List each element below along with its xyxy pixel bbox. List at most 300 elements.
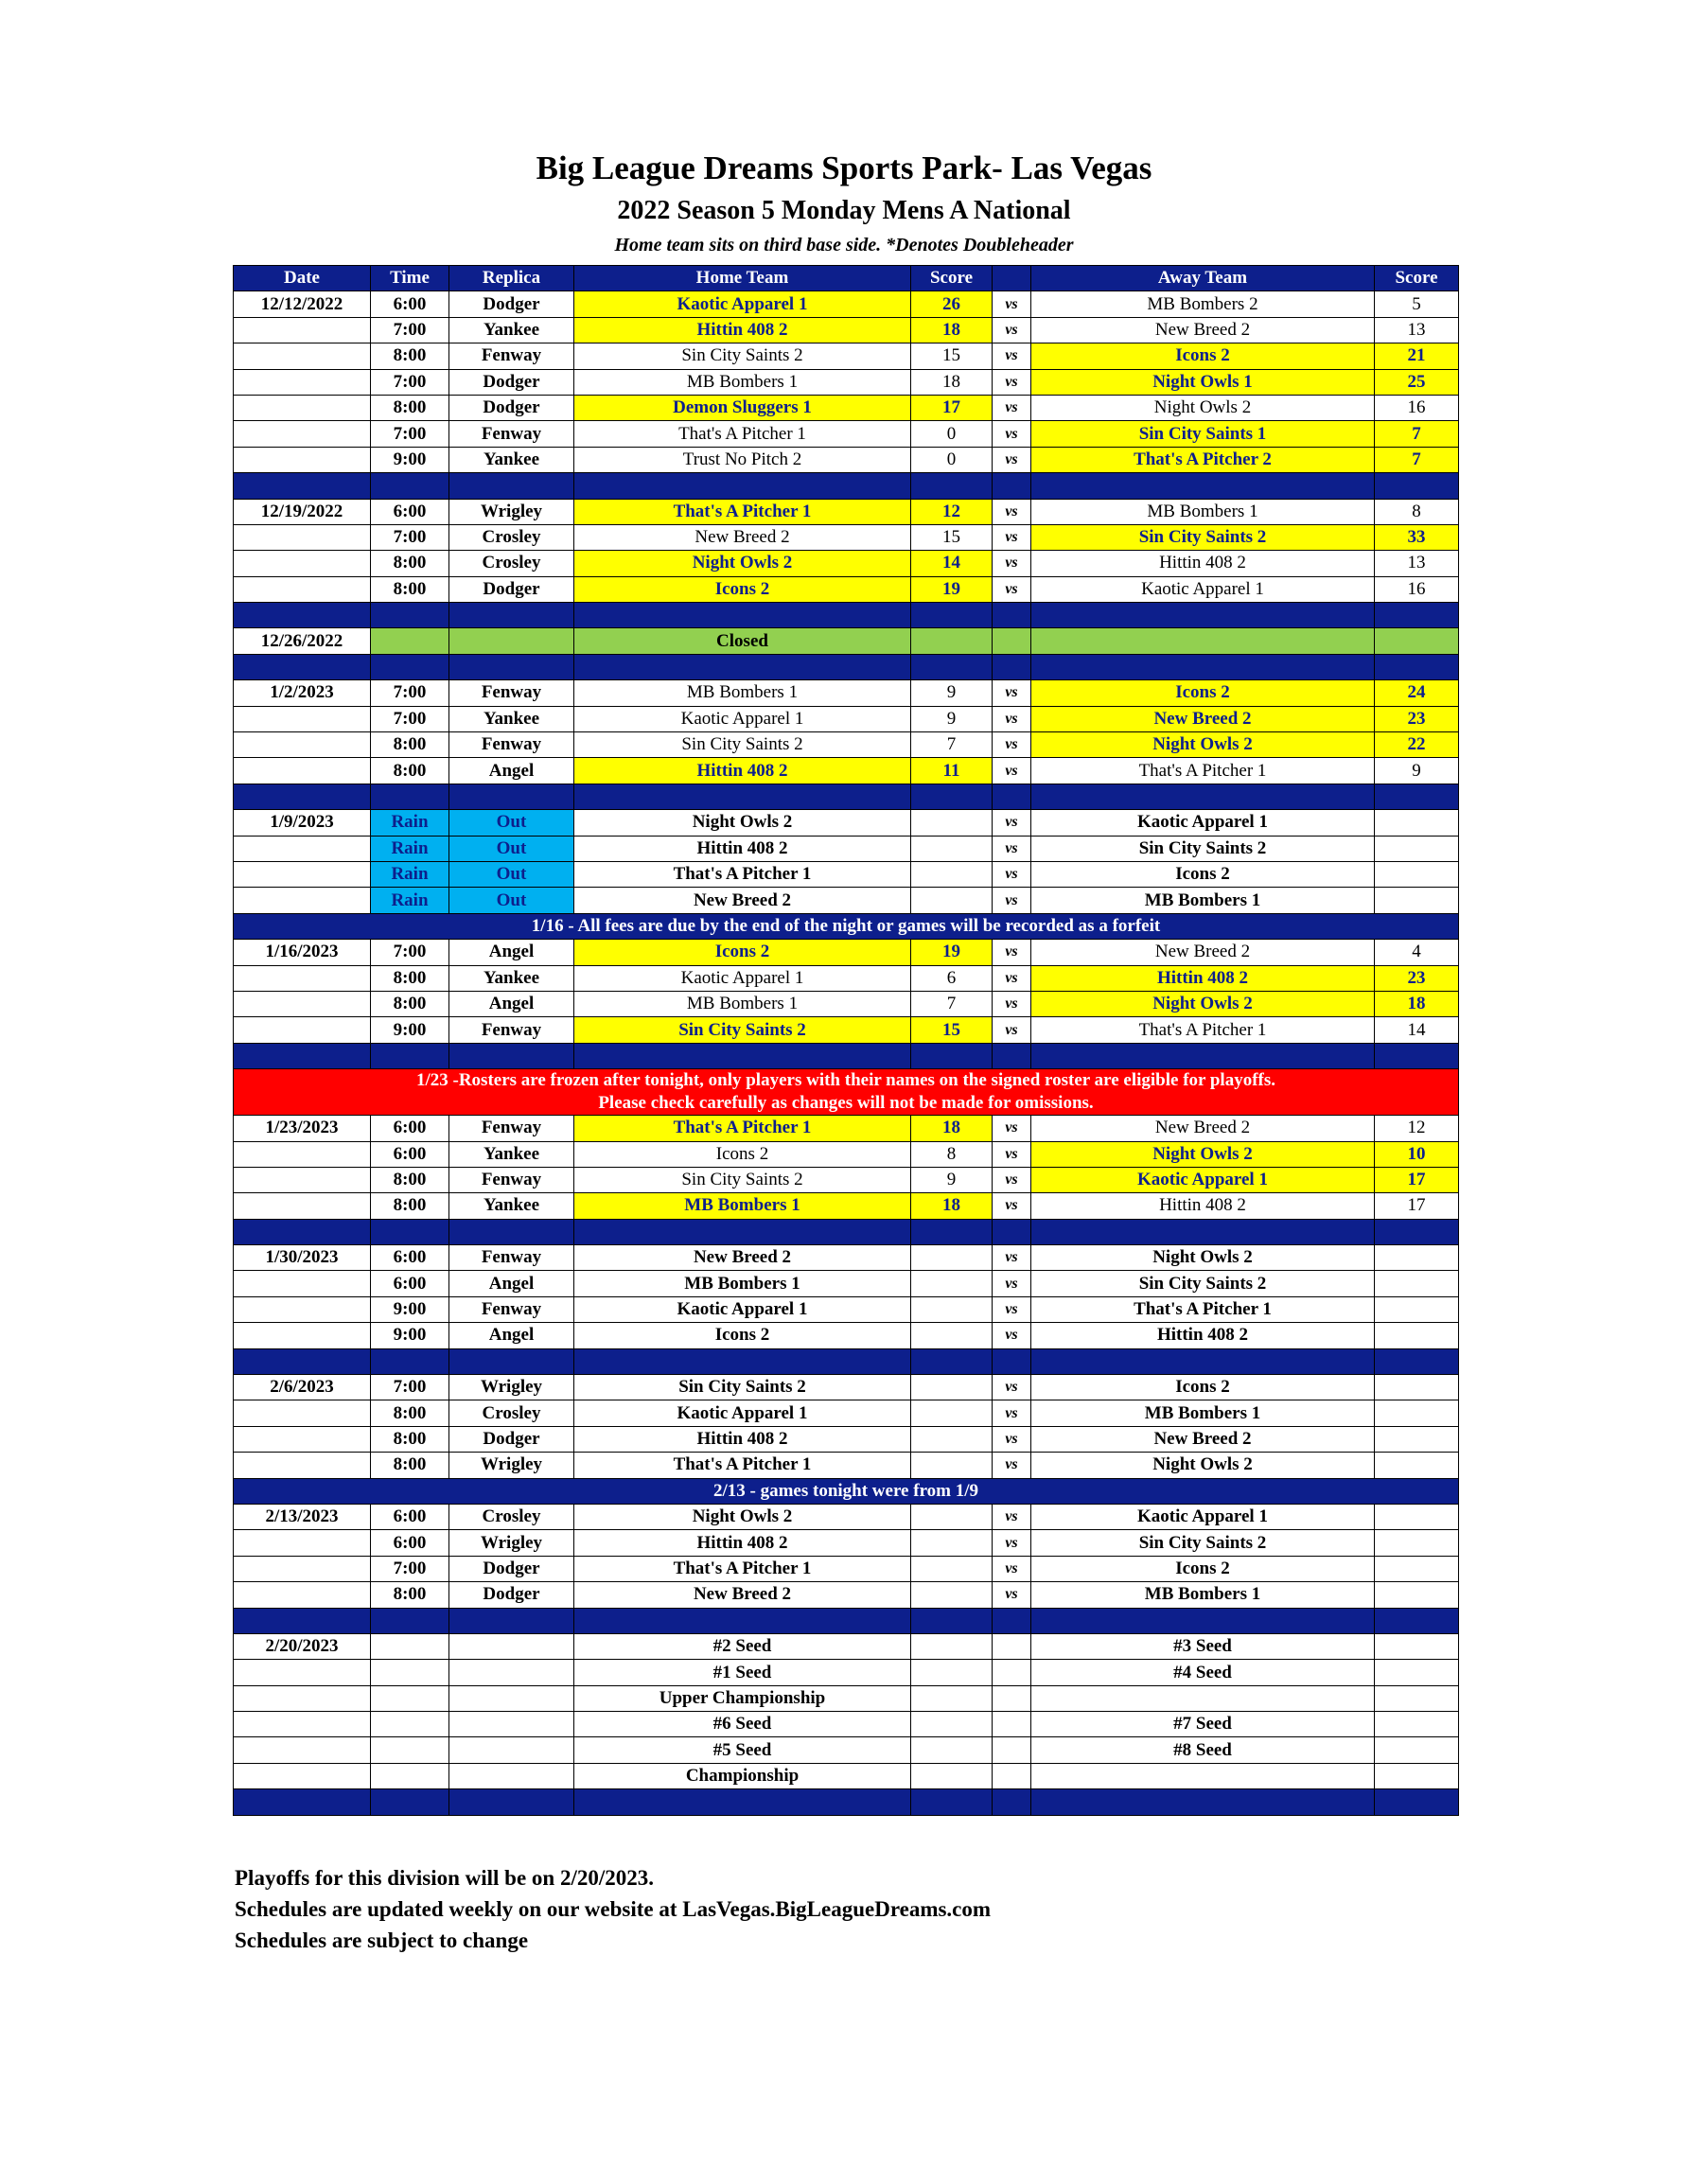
schedule-table (233, 265, 1459, 1816)
away-score-cell: 25 (1375, 369, 1459, 395)
home-score-cell (911, 1271, 993, 1296)
replica-cell: Yankee (449, 706, 574, 731)
separator-row (234, 603, 1459, 628)
home-team-cell: Icons 2 (574, 1141, 911, 1167)
separator-row (234, 1348, 1459, 1374)
home-score-cell (911, 1400, 993, 1426)
date-cell (234, 524, 371, 550)
footer-playoffs-note: Playoffs for this division will be on 2/20/2023. (235, 1866, 655, 1890)
separator-cell (1031, 1608, 1375, 1633)
away-score-cell (1375, 1737, 1459, 1763)
home-team-cell: Sin City Saints 2 (574, 343, 911, 369)
home-team-cell: MB Bombers 1 (574, 1271, 911, 1296)
home-team-cell: Hittin 408 2 (574, 317, 911, 343)
roster-alert-line-1: 1/23 -Rosters are frozen after tonight, only players with their names on the signed roster are eligible for playoffs. (415, 1070, 1276, 1091)
home-team-cell: MB Bombers 1 (574, 1193, 911, 1219)
scheduled-game-row (234, 1556, 1459, 1581)
away-score-cell (1375, 1245, 1459, 1271)
away-team-cell: Sin City Saints 2 (1031, 524, 1375, 550)
vs-cell: vs (993, 1141, 1031, 1167)
empty-cell (911, 628, 993, 654)
away-score-cell (1375, 1660, 1459, 1685)
away-score-cell: 17 (1375, 1193, 1459, 1219)
time-cell: 8:00 (371, 1167, 449, 1192)
vs-cell (993, 1633, 1031, 1659)
scheduled-game-row (234, 1426, 1459, 1452)
date-cell (234, 395, 371, 420)
away-seed-cell: #7 Seed (1031, 1712, 1375, 1737)
date-cell: 12/26/2022 (234, 628, 371, 654)
home-score-cell: 18 (911, 369, 993, 395)
away-score-cell: 5 (1375, 291, 1459, 317)
separator-cell (574, 1789, 911, 1815)
date-cell (234, 421, 371, 447)
replica-cell: Wrigley (449, 1453, 574, 1478)
home-team-cell: Kaotic Apparel 1 (574, 965, 911, 991)
separator-cell (234, 1219, 371, 1244)
scheduled-game-row (234, 1400, 1459, 1426)
away-score-cell: 33 (1375, 524, 1459, 550)
time-cell (371, 1763, 449, 1788)
home-score-cell (911, 1530, 993, 1556)
replica-cell: Angel (449, 1323, 574, 1348)
vs-cell: vs (993, 940, 1031, 965)
home-score-cell: 15 (911, 524, 993, 550)
date-cell (234, 1763, 371, 1788)
away-team-cell: That's A Pitcher 1 (1031, 1017, 1375, 1043)
replica-cell (449, 1712, 574, 1737)
replica-cell: Fenway (449, 680, 574, 706)
time-cell: 8:00 (371, 551, 449, 576)
away-team-cell: MB Bombers 1 (1031, 888, 1375, 913)
date-cell (234, 1426, 371, 1452)
separator-cell (234, 1043, 371, 1068)
home-score-cell (911, 1323, 993, 1348)
separator-cell (1375, 654, 1459, 679)
roster-alert-line-2: Please check carefully as changes will not be made for omissions. (598, 1093, 1094, 1114)
away-score-cell: 14 (1375, 1017, 1459, 1043)
scheduled-game-row (234, 1245, 1459, 1271)
away-score-cell (1375, 1685, 1459, 1711)
away-score-cell (1375, 1633, 1459, 1659)
empty-cell (1031, 628, 1375, 654)
time-cell: 8:00 (371, 395, 449, 420)
away-team-cell: Night Owls 2 (1031, 1141, 1375, 1167)
vs-cell: vs (993, 1582, 1031, 1608)
away-team-cell: MB Bombers 1 (1031, 1582, 1375, 1608)
vs-cell: vs (993, 499, 1031, 524)
away-team-cell: MB Bombers 1 (1031, 1400, 1375, 1426)
away-score-cell (1375, 1375, 1459, 1400)
separator-cell (911, 1219, 993, 1244)
replica-cell: Wrigley (449, 499, 574, 524)
separator-cell (371, 1789, 449, 1815)
home-score-cell (911, 1556, 993, 1581)
date-cell: 1/9/2023 (234, 810, 371, 836)
scheduled-game-row (234, 1453, 1459, 1478)
game-row (234, 499, 1459, 524)
home-team-cell: MB Bombers 1 (574, 369, 911, 395)
replica-cell: Crosley (449, 1400, 574, 1426)
home-team-cell: Icons 2 (574, 576, 911, 602)
home-team-cell: MB Bombers 1 (574, 991, 911, 1016)
closed-label: Closed (574, 628, 911, 654)
separator-cell (1375, 784, 1459, 809)
separator-cell (449, 603, 574, 628)
home-score-cell: 18 (911, 317, 993, 343)
home-score-cell: 8 (911, 1141, 993, 1167)
home-team-cell: That's A Pitcher 1 (574, 1116, 911, 1141)
separator-cell (993, 1219, 1031, 1244)
time-cell (371, 1737, 449, 1763)
replica-cell: Angel (449, 758, 574, 784)
vs-cell: vs (993, 1375, 1031, 1400)
replica-cell: Yankee (449, 317, 574, 343)
separator-cell (234, 1789, 371, 1815)
playoff-row (234, 1763, 1459, 1788)
vs-cell: vs (993, 343, 1031, 369)
game-row (234, 1141, 1459, 1167)
home-seed-cell: Upper Championship (574, 1685, 911, 1711)
game-row (234, 317, 1459, 343)
time-cell: 6:00 (371, 1141, 449, 1167)
home-seed-cell: #1 Seed (574, 1660, 911, 1685)
home-team-cell: Hittin 408 2 (574, 758, 911, 784)
date-cell (234, 888, 371, 913)
replica-cell: Fenway (449, 343, 574, 369)
separator-cell (1031, 654, 1375, 679)
game-row (234, 1017, 1459, 1043)
game-row (234, 940, 1459, 965)
separator-cell (449, 1043, 574, 1068)
replica-cell (449, 1737, 574, 1763)
replica-cell: Angel (449, 991, 574, 1016)
separator-cell (1375, 1043, 1459, 1068)
home-team-cell: Sin City Saints 2 (574, 732, 911, 758)
separator-row (234, 473, 1459, 499)
home-score-cell (911, 1712, 993, 1737)
vs-cell (993, 1712, 1031, 1737)
separator-cell (574, 1608, 911, 1633)
notice-row (234, 913, 1459, 939)
away-team-cell: That's A Pitcher 1 (1031, 758, 1375, 784)
separator-cell (911, 654, 993, 679)
home-score-cell (911, 1504, 993, 1529)
date-cell: 12/12/2022 (234, 291, 371, 317)
time-cell: 6:00 (371, 1504, 449, 1529)
home-team-cell: New Breed 2 (574, 1582, 911, 1608)
time-cell: 8:00 (371, 576, 449, 602)
separator-row (234, 1608, 1459, 1633)
away-score-cell: 16 (1375, 576, 1459, 602)
time-cell: Rain (371, 888, 449, 913)
replica-cell: Angel (449, 1271, 574, 1296)
footer-website-note: Schedules are updated weekly on our website at LasVegas.BigLeagueDreams.com (235, 1897, 992, 1921)
replica-cell: Dodger (449, 291, 574, 317)
home-team-cell: Trust No Pitch 2 (574, 447, 911, 472)
col-date-header: Date (234, 266, 371, 291)
home-score-cell: 14 (911, 551, 993, 576)
vs-cell: vs (993, 1245, 1031, 1271)
empty-cell (1375, 628, 1459, 654)
time-cell: Rain (371, 810, 449, 836)
date-cell (234, 1193, 371, 1219)
roster-alert (234, 1069, 1459, 1116)
col-away-team-header: Away Team (1031, 266, 1375, 291)
date-cell (234, 343, 371, 369)
date-cell: 1/16/2023 (234, 940, 371, 965)
separator-cell (1031, 473, 1375, 499)
replica-cell: Yankee (449, 965, 574, 991)
separator-cell (1031, 1043, 1375, 1068)
separator-cell (449, 1219, 574, 1244)
time-cell (371, 1712, 449, 1737)
date-cell (234, 1712, 371, 1737)
time-cell: 9:00 (371, 447, 449, 472)
separator-cell (574, 603, 911, 628)
vs-cell: vs (993, 1504, 1031, 1529)
home-team-cell: Night Owls 2 (574, 551, 911, 576)
away-score-cell (1375, 1323, 1459, 1348)
separator-cell (1375, 603, 1459, 628)
home-team-cell: That's A Pitcher 1 (574, 1453, 911, 1478)
time-cell: 7:00 (371, 940, 449, 965)
home-score-cell: 15 (911, 1017, 993, 1043)
rainout-row (234, 836, 1459, 861)
away-score-cell: 7 (1375, 421, 1459, 447)
replica-cell: Dodger (449, 395, 574, 420)
vs-cell: vs (993, 1193, 1031, 1219)
away-seed-cell: #8 Seed (1031, 1737, 1375, 1763)
separator-cell (574, 1219, 911, 1244)
time-cell: 6:00 (371, 1530, 449, 1556)
away-score-cell (1375, 810, 1459, 836)
date-cell (234, 1685, 371, 1711)
separator-cell (371, 654, 449, 679)
date-cell: 2/6/2023 (234, 1375, 371, 1400)
header-row (234, 266, 1459, 291)
home-team-cell: New Breed 2 (574, 1245, 911, 1271)
home-team-cell: Kaotic Apparel 1 (574, 291, 911, 317)
vs-cell: vs (993, 1116, 1031, 1141)
date-cell: 2/13/2023 (234, 1504, 371, 1529)
away-team-cell: Sin City Saints 2 (1031, 836, 1375, 861)
vs-cell: vs (993, 680, 1031, 706)
away-team-cell: Hittin 408 2 (1031, 1323, 1375, 1348)
time-cell: Rain (371, 836, 449, 861)
time-cell: 9:00 (371, 1296, 449, 1322)
vs-cell: vs (993, 861, 1031, 887)
date-cell (234, 1141, 371, 1167)
replica-cell (449, 1660, 574, 1685)
away-score-cell: 13 (1375, 551, 1459, 576)
replica-cell: Angel (449, 940, 574, 965)
away-seed-cell (1031, 1685, 1375, 1711)
replica-cell (449, 628, 574, 654)
home-score-cell (911, 1685, 993, 1711)
rainout-row (234, 861, 1459, 887)
away-score-cell (1375, 1453, 1459, 1478)
away-score-cell: 7 (1375, 447, 1459, 472)
game-row (234, 991, 1459, 1016)
home-team-cell: Kaotic Apparel 1 (574, 706, 911, 731)
date-cell (234, 576, 371, 602)
away-score-cell: 22 (1375, 732, 1459, 758)
time-cell: 6:00 (371, 499, 449, 524)
time-cell: 8:00 (371, 965, 449, 991)
date-cell (234, 1737, 371, 1763)
away-score-cell: 23 (1375, 965, 1459, 991)
game-row (234, 447, 1459, 472)
away-team-cell: New Breed 2 (1031, 940, 1375, 965)
home-score-cell: 7 (911, 991, 993, 1016)
time-cell (371, 1685, 449, 1711)
separator-cell (234, 784, 371, 809)
game-row (234, 680, 1459, 706)
page-title: Big League Dreams Sports Park- Las Vegas (536, 150, 1152, 186)
game-row (234, 551, 1459, 576)
time-cell: Rain (371, 861, 449, 887)
vs-cell: vs (993, 291, 1031, 317)
date-cell (234, 1400, 371, 1426)
date-cell (234, 1660, 371, 1685)
separator-cell (993, 473, 1031, 499)
replica-cell: Fenway (449, 1296, 574, 1322)
home-score-cell: 19 (911, 576, 993, 602)
home-team-cell: Night Owls 2 (574, 810, 911, 836)
date-cell (234, 1296, 371, 1322)
home-score-cell (911, 1737, 993, 1763)
home-score-cell (911, 1296, 993, 1322)
vs-cell: vs (993, 1017, 1031, 1043)
empty-cell (993, 628, 1031, 654)
separator-cell (371, 473, 449, 499)
date-cell: 1/30/2023 (234, 1245, 371, 1271)
scheduled-game-row (234, 1582, 1459, 1608)
separator-cell (993, 1348, 1031, 1374)
away-score-cell (1375, 861, 1459, 887)
away-score-cell: 17 (1375, 1167, 1459, 1192)
game-row (234, 291, 1459, 317)
separator-cell (911, 1789, 993, 1815)
time-cell: 6:00 (371, 1116, 449, 1141)
separator-cell (1031, 603, 1375, 628)
away-score-cell: 21 (1375, 343, 1459, 369)
date-cell: 12/19/2022 (234, 499, 371, 524)
home-score-cell: 7 (911, 732, 993, 758)
separator-cell (993, 784, 1031, 809)
home-score-cell: 18 (911, 1116, 993, 1141)
home-team-cell: Icons 2 (574, 940, 911, 965)
away-team-cell: Hittin 408 2 (1031, 965, 1375, 991)
replica-cell: Dodger (449, 1556, 574, 1581)
date-cell (234, 551, 371, 576)
vs-cell: vs (993, 524, 1031, 550)
separator-cell (449, 473, 574, 499)
separator-cell (1031, 1219, 1375, 1244)
date-cell (234, 965, 371, 991)
separator-cell (1031, 1789, 1375, 1815)
vs-cell: vs (993, 1453, 1031, 1478)
playoff-row (234, 1712, 1459, 1737)
away-score-cell (1375, 1504, 1459, 1529)
home-score-cell: 11 (911, 758, 993, 784)
separator-cell (1031, 784, 1375, 809)
game-row (234, 343, 1459, 369)
vs-cell: vs (993, 576, 1031, 602)
away-team-cell: MB Bombers 2 (1031, 291, 1375, 317)
vs-cell: vs (993, 551, 1031, 576)
time-cell: 9:00 (371, 1017, 449, 1043)
separator-cell (1375, 1219, 1459, 1244)
home-seed-cell: #5 Seed (574, 1737, 911, 1763)
col-away-score-header: Score (1375, 266, 1459, 291)
date-cell (234, 1453, 371, 1478)
separator-cell (371, 1348, 449, 1374)
replica-cell: Dodger (449, 1426, 574, 1452)
col-home-team-header: Home Team (574, 266, 911, 291)
vs-cell: vs (993, 1426, 1031, 1452)
separator-cell (234, 1348, 371, 1374)
game-row (234, 369, 1459, 395)
home-score-cell: 26 (911, 291, 993, 317)
time-cell: 8:00 (371, 1453, 449, 1478)
away-score-cell (1375, 1556, 1459, 1581)
vs-cell: vs (993, 991, 1031, 1016)
away-team-cell: Hittin 408 2 (1031, 551, 1375, 576)
vs-cell: vs (993, 395, 1031, 420)
home-team-cell: Icons 2 (574, 1323, 911, 1348)
away-score-cell (1375, 1400, 1459, 1426)
date-cell (234, 1323, 371, 1348)
separator-row (234, 1789, 1459, 1815)
separator-cell (911, 603, 993, 628)
replica-cell: Yankee (449, 1193, 574, 1219)
replica-cell: Out (449, 810, 574, 836)
away-team-cell: New Breed 2 (1031, 706, 1375, 731)
away-score-cell: 24 (1375, 680, 1459, 706)
away-team-cell: Icons 2 (1031, 680, 1375, 706)
separator-row (234, 1043, 1459, 1068)
replica-cell: Yankee (449, 447, 574, 472)
separator-cell (371, 1608, 449, 1633)
playoff-row (234, 1633, 1459, 1659)
home-seed-cell: Championship (574, 1763, 911, 1788)
separator-row (234, 654, 1459, 679)
away-seed-cell: #3 Seed (1031, 1633, 1375, 1659)
notice-text: 2/13 - games tonight were from 1/9 (234, 1478, 1459, 1504)
time-cell (371, 1660, 449, 1685)
away-score-cell (1375, 1712, 1459, 1737)
vs-cell: vs (993, 1271, 1031, 1296)
replica-cell: Out (449, 836, 574, 861)
home-score-cell: 9 (911, 680, 993, 706)
separator-cell (1031, 1348, 1375, 1374)
away-team-cell: Night Owls 2 (1031, 1453, 1375, 1478)
away-team-cell: Night Owls 2 (1031, 395, 1375, 420)
home-team-cell: Sin City Saints 2 (574, 1375, 911, 1400)
separator-cell (234, 473, 371, 499)
time-cell (371, 1633, 449, 1659)
notice-text: 1/16 - All fees are due by the end of the night or games will be recorded as a forfeit (234, 913, 1459, 939)
vs-cell (993, 1763, 1031, 1788)
game-row (234, 706, 1459, 731)
separator-cell (911, 1043, 993, 1068)
separator-cell (911, 1348, 993, 1374)
vs-cell: vs (993, 888, 1031, 913)
separator-cell (449, 784, 574, 809)
home-team-cell: Hittin 408 2 (574, 1530, 911, 1556)
